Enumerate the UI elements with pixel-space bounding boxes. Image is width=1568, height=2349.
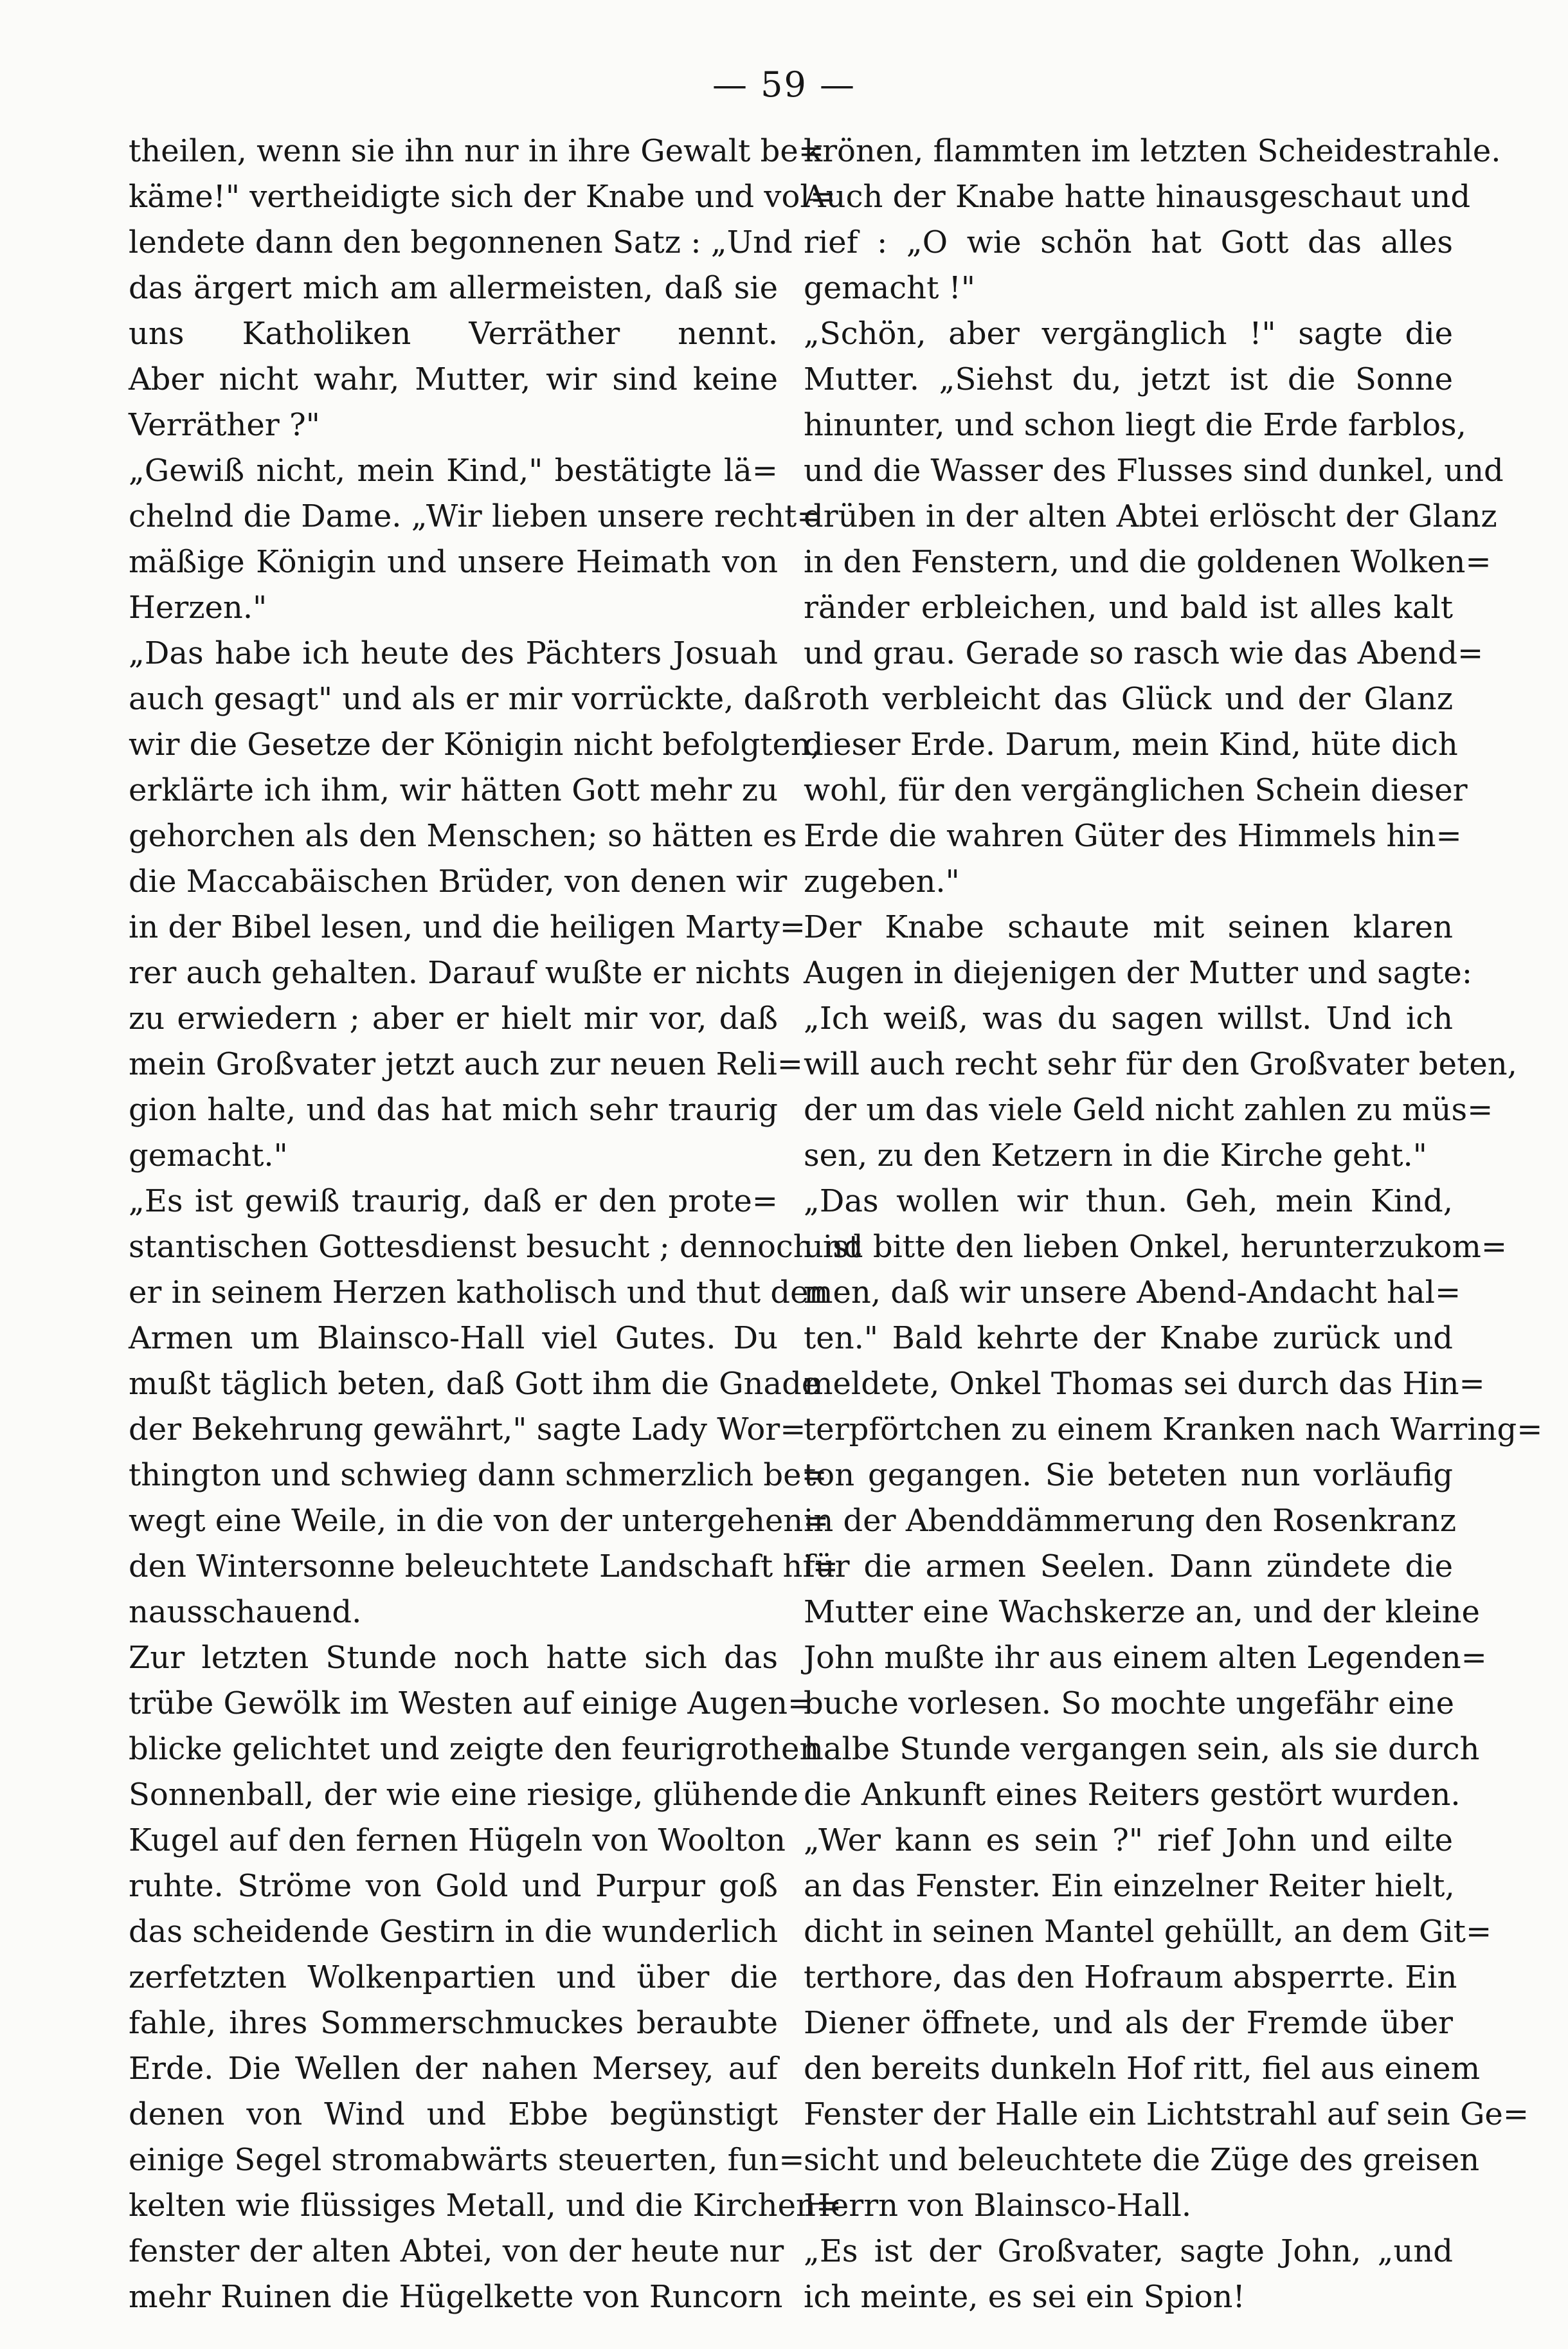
text-line: buche vorlesen. So mochte ungefähr eine: [804, 1685, 1455, 1721]
text-line: erklärte ich ihm, wir hätten Gott mehr zu: [129, 772, 778, 808]
text-line: gehorchen als den Menschen; so hätten es: [129, 818, 797, 854]
text-line: John mußte ihr aus einem alten Legenden=: [804, 1640, 1487, 1676]
text-line: Diener öffnete, und als der Fremde über: [804, 2005, 1453, 2041]
text-line: den Wintersonne beleuchtete Landschaft hi=: [129, 1548, 838, 1584]
page-number: — 59 —: [712, 64, 856, 105]
right-text-column: [804, 129, 1543, 2320]
text-line: wegt eine Weile, in die von der untergehen=: [129, 1503, 829, 1539]
text-line: „Ich weiß, was du sagen willst. Und ich: [804, 1001, 1453, 1037]
text-line: Kugel auf den fernen Hügeln von Woolton: [129, 1822, 786, 1858]
text-line: das scheidende Gestirn in die wunderlich: [129, 1914, 778, 1950]
text-line: will auch recht sehr für den Großvater beten,: [804, 1046, 1517, 1082]
text-line: den bereits dunkeln Hof ritt, fiel aus einem: [804, 2051, 1481, 2087]
text-line: das ärgert mich am allermeisten, daß sie: [129, 270, 778, 306]
text-line: nausschauend.: [129, 1594, 362, 1630]
text-line: Erde die wahren Güter des Himmels hin=: [804, 818, 1462, 854]
text-line: halbe Stunde vergangen sein, als sie durch: [804, 1731, 1480, 1767]
text-line: und grau. Gerade so rasch wie das Abend=: [804, 635, 1484, 671]
text-line: zugeben.": [804, 864, 960, 900]
text-line: chelnd die Dame. „Wir lieben unsere recht=: [129, 498, 823, 534]
text-line: lendete dann den begonnenen Satz : „Und: [129, 224, 793, 260]
text-line: uns Katholiken Verräther nennt.: [129, 316, 778, 352]
text-line: in der Abenddämmerung den Rosenkranz: [804, 1503, 1456, 1539]
text-line: der um das viele Geld nicht zahlen zu müs=: [804, 1092, 1493, 1128]
text-line: „Es ist gewiß traurig, daß er den prote=: [129, 1183, 778, 1219]
text-line: mäßige Königin und unsere Heimath von: [129, 544, 778, 580]
text-line: Zur letzten Stunde noch hatte sich das: [129, 1640, 778, 1676]
text-line: die Ankunft eines Reiters gestört wurden.: [804, 1777, 1461, 1813]
text-line: blicke gelichtet und zeigte den feurigrothen: [129, 1731, 820, 1767]
text-line: gion halte, und das hat mich sehr traurig: [129, 1092, 778, 1128]
text-line: Herzen.": [129, 590, 267, 626]
text-line: Herrn von Blainsco-Hall.: [804, 2188, 1192, 2224]
text-line: meldete, Onkel Thomas sei durch das Hin=: [804, 1366, 1485, 1402]
text-line: Armen um Blainsco-Hall viel Gutes. Du: [129, 1320, 778, 1356]
text-line: gemacht.": [129, 1138, 288, 1174]
text-line: auch gesagt" und als er mir vorrückte, daß: [129, 681, 803, 717]
text-line: und die Wasser des Flusses sind dunkel, und: [804, 453, 1504, 489]
text-line: dieser Erde. Darum, mein Kind, hüte dich: [804, 727, 1458, 763]
text-line: wohl, für den vergänglichen Schein dieser: [804, 772, 1468, 808]
text-line: fahle, ihres Sommerschmuckes beraubte: [129, 2005, 778, 2041]
text-line: ton gegangen. Sie beteten nun vorläufig: [804, 1457, 1453, 1493]
text-line: terpförtchen zu einem Kranken nach Warring=: [804, 1411, 1543, 1447]
text-line: käme!" vertheidigte sich der Knabe und vol=: [129, 179, 836, 215]
text-line: er in seinem Herzen katholisch und thut den: [129, 1274, 829, 1311]
text-line: die Maccabäischen Brüder, von denen wir: [129, 864, 788, 900]
text-line: „Schön, aber vergänglich !" sagte die: [804, 316, 1453, 352]
text-line: ten." Bald kehrte der Knabe zurück und: [804, 1320, 1453, 1356]
text-line: ruhte. Ströme von Gold und Purpur goß: [129, 1868, 778, 1904]
text-line: ich meinte, es sei ein Spion!: [804, 2279, 1245, 2315]
text-line: Fenster der Halle ein Lichtstrahl auf sein Ge=: [804, 2096, 1529, 2132]
text-line: „Wer kann es sein ?" rief John und eilte: [804, 1822, 1453, 1858]
text-line: der Bekehrung gewährt," sagte Lady Wor=: [129, 1411, 806, 1447]
text-line: terthore, das den Hofraum absperrte. Ein: [804, 1959, 1457, 1995]
text-line: rief : „O wie schön hat Gott das alles: [804, 224, 1453, 260]
text-line: roth verbleicht das Glück und der Glanz: [804, 681, 1453, 717]
text-line: stantischen Gottesdienst besucht ; dennoch ist: [129, 1229, 861, 1265]
text-line: mein Großvater jetzt auch zur neuen Reli=: [129, 1046, 804, 1082]
text-line: Mutter. „Siehst du, jetzt ist die Sonne: [804, 361, 1453, 397]
text-line: Augen in diejenigen der Mutter und sagte:: [804, 955, 1472, 991]
text-line: krönen, flammten im letzten Scheidestrahle.: [804, 133, 1501, 169]
text-line: rer auch gehalten. Darauf wußte er nichts: [129, 955, 791, 991]
text-line: denen von Wind und Ebbe begünstigt: [129, 2096, 778, 2132]
text-line: wir die Gesetze der Königin nicht befolgten,: [129, 727, 821, 763]
left-text-column: [129, 129, 861, 2320]
text-line: trübe Gewölk im Westen auf einige Augen=: [129, 1685, 814, 1721]
text-line: Sonnenball, der wie eine riesige, glühende: [129, 1777, 798, 1813]
text-line: mehr Ruinen die Hügelkette von Runcorn: [129, 2279, 783, 2315]
text-line: an das Fenster. Ein einzelner Reiter hielt,: [804, 1868, 1455, 1904]
text-line: Mutter eine Wachskerze an, und der kleine: [804, 1594, 1480, 1630]
text-line: zerfetzten Wolkenpartien und über die: [129, 1959, 778, 1995]
text-line: einige Segel stromabwärts steuerten, fun=: [129, 2142, 805, 2178]
text-line: men, daß wir unsere Abend-Andacht hal=: [804, 1274, 1461, 1311]
text-line: gemacht !": [804, 270, 975, 306]
text-line: hinunter, und schon liegt die Erde farblos,: [804, 407, 1466, 443]
text-line: in der Bibel lesen, und die heiligen Marty=: [129, 909, 806, 945]
text-line: theilen, wenn sie ihn nur in ihre Gewalt be=: [129, 133, 824, 169]
text-line: „Das habe ich heute des Pächters Josuah: [129, 635, 778, 671]
text-line: zu erwiedern ; aber er hielt mir vor, daß: [129, 1001, 778, 1037]
text-line: und bitte den lieben Onkel, herunterzukom=: [804, 1229, 1508, 1265]
text-line: ränder erbleichen, und bald ist alles kalt: [804, 590, 1453, 626]
text-line: Der Knabe schaute mit seinen klaren: [804, 909, 1453, 945]
text-line: kelten wie flüssiges Metall, und die Kirchen=: [129, 2188, 842, 2224]
text-line: thington und schwieg dann schmerzlich be=: [129, 1457, 827, 1493]
text-line: „Das wollen wir thun. Geh, mein Kind,: [804, 1183, 1453, 1219]
text-line: in den Fenstern, und die goldenen Wolken=: [804, 544, 1491, 580]
text-line: dicht in seinen Mantel gehüllt, an dem Git=: [804, 1914, 1492, 1950]
text-line: mußt täglich beten, daß Gott ihm die Gnade: [129, 1366, 820, 1402]
text-line: sen, zu den Ketzern in die Kirche geht.": [804, 1138, 1427, 1174]
text-line: Auch der Knabe hatte hinausgeschaut und: [804, 179, 1471, 215]
text-line: Verräther ?": [129, 407, 320, 443]
text-line: Aber nicht wahr, Mutter, wir sind keine: [129, 361, 778, 397]
text-line: fenster der alten Abtei, von der heute nur: [129, 2233, 784, 2269]
text-line: „Es ist der Großvater, sagte John, „und: [804, 2233, 1453, 2269]
text-line: sicht und beleuchtete die Züge des greisen: [804, 2142, 1480, 2178]
text-line: „Gewiß nicht, mein Kind," bestätigte lä=: [129, 453, 778, 489]
text-line: drüben in der alten Abtei erlöscht der Glanz: [804, 498, 1497, 534]
text-line: für die armen Seelen. Dann zündete die: [804, 1548, 1453, 1584]
text-line: Erde. Die Wellen der nahen Mersey, auf: [129, 2051, 778, 2087]
